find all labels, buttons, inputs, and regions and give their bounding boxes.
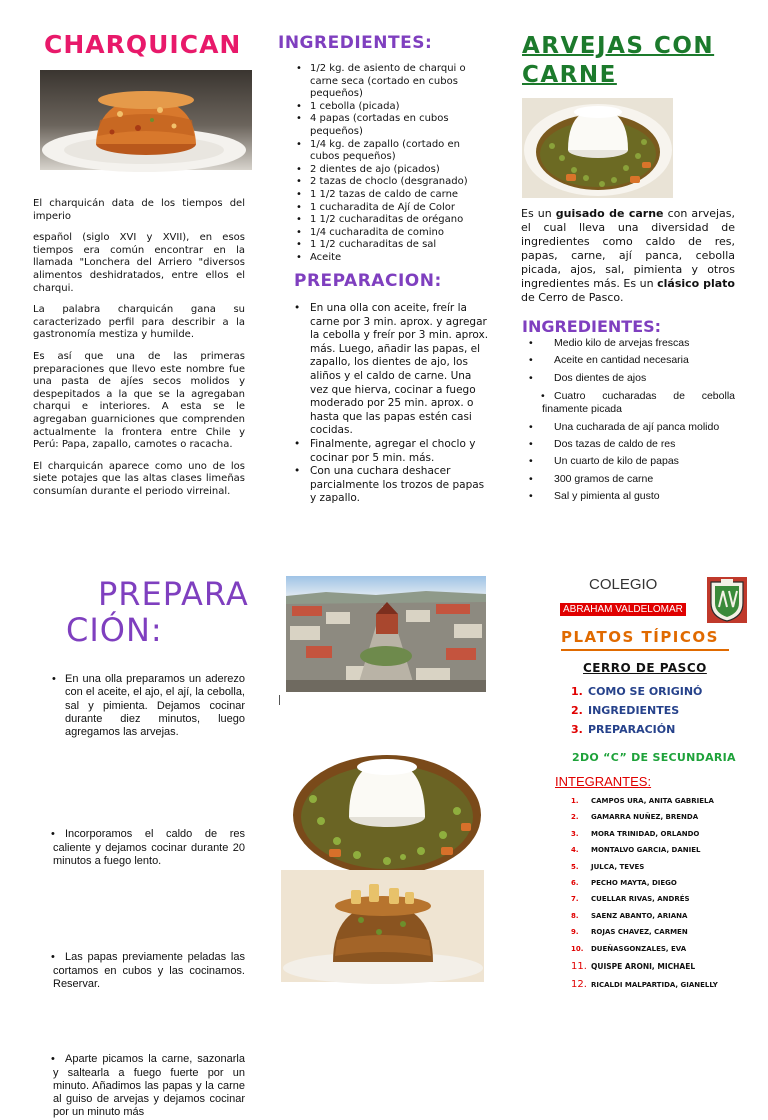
list-item: • 2 dientes de ajo (picados) [296, 164, 478, 177]
member-number: 8. [571, 911, 579, 920]
list-item [571, 830, 718, 846]
member-number: 9. [571, 928, 579, 937]
preparacion-step-2 [53, 828, 245, 868]
bullet: • [51, 951, 55, 964]
arvejas-title-line-1: ARVEJAS CON [522, 33, 715, 59]
preparacion-heading-line-1: PREPARA [98, 575, 249, 613]
city-photo [286, 576, 486, 692]
list-item: • Aceite [296, 252, 478, 265]
list-item: • Dos tazas de caldo de res [522, 436, 735, 453]
arvejas-photo-2 [291, 751, 484, 875]
charquican-ingredients-heading: INGREDIENTES: [278, 33, 433, 53]
member-number: 6. [571, 878, 579, 887]
member-name: RICALDI MALPARTIDA, GIANELLY [591, 980, 718, 989]
list-item [571, 879, 718, 895]
list-item [571, 846, 718, 862]
list-item: • 4 papas (cortadas en cubos pequeños) [296, 113, 478, 138]
member-number: 10. [571, 944, 584, 953]
member-name: JULCA, TEVES [591, 862, 645, 871]
toc-item [571, 685, 702, 698]
toc-label: COMO SE ORIGINÓ [588, 685, 703, 698]
intro-text: de Cerro de Pasco. [521, 291, 624, 304]
preparacion-step-4 [53, 1053, 245, 1119]
list-item: • 2 tazas de choclo (desgranado) [296, 176, 478, 189]
member-name: MONTALVO GARCIA, DANIEL [591, 846, 701, 855]
charquican-photo [40, 70, 252, 170]
intro-text: con arvejas, el cual lleva una diversidad de ingredientes como caldo de res, papas, carne, ají panca, cebolla picada, ajos, sal, pimienta y otros ingredientes más. Es un [521, 207, 736, 290]
toc-number: 2. [571, 704, 583, 717]
list-item: • Dos dientes de ajos [522, 370, 735, 387]
member-name: GAMARRA NUÑEZ, BRENDA [591, 813, 699, 822]
list-item: • 1 1/2 tazas de caldo de carne [296, 189, 478, 202]
charquican-photo-2 [281, 870, 484, 982]
list-item [571, 863, 718, 879]
step-text: Las papas previamente peladas las cortamos en cubos y las cocinamos. Reservar. [53, 951, 245, 990]
charquican-title: CHARQUICAN [44, 30, 242, 59]
table-of-contents [571, 685, 702, 736]
list-item: • Una cucharada de ají panca molido [522, 419, 735, 436]
school-name: ABRAHAM VALDELOMAR [560, 603, 686, 616]
step-text: Incorporamos el caldo de res caliente y dejamos cocinar durante 20 minutos a fuego lento. [53, 828, 245, 868]
toc-number: 3. [571, 723, 583, 736]
integrantes-heading: INTEGRANTES: [555, 774, 652, 789]
step-text: En una olla preparamos un aderezo con el aceite, el ajo, el ají, la cebolla, sal y pimienta. Dejamos cocinar durante diez minutos, luego agregamos las arvejas. [65, 673, 245, 739]
list-item: • 1 1/2 cucharaditas de sal [296, 239, 478, 252]
member-number: 3. [571, 829, 579, 838]
members-list [571, 797, 718, 997]
bullet: • [51, 1053, 55, 1066]
preparacion-heading-line-2: CIÓN: [66, 611, 163, 649]
list-item [571, 945, 718, 961]
toc-number: 1. [571, 685, 583, 698]
divider-mark [279, 695, 280, 705]
list-item: • 1/2 kg. de asiento de charqui o carne seca (cortado en cubos pequeños) [296, 63, 478, 101]
arvejas-intro [521, 207, 735, 305]
arvejas-ingredients-heading: INGREDIENTES: [522, 317, 662, 336]
list-item [571, 979, 718, 997]
platos-underline [561, 649, 729, 651]
list-item: • Sal y pimienta al gusto [522, 488, 735, 505]
step-text: Aparte picamos la carne, sazonarla y saltearla a fuego fuerte por un minuto. Añadimos las papas y la carne al guiso de arvejas y dejamos cocinar por un minuto más [53, 1053, 245, 1119]
toc-item [571, 723, 702, 736]
charquican-preparation-list [292, 302, 490, 506]
charquican-ingredients-list [296, 63, 478, 265]
list-item: • Medio kilo de arvejas frescas [522, 335, 735, 352]
member-name: ROJAS CHAVEZ, CARMEN [591, 928, 688, 937]
list-item [571, 797, 718, 813]
charquican-paragraph-3: La palabra charquicán gana su caracterizado perfil para describir a la gastronomía mestiza y humilde. [33, 304, 245, 341]
list-item: • Cuatro cucharadas de cebolla finamente picada [522, 390, 735, 416]
member-number: 1. [571, 797, 579, 805]
charquican-paragraph-1: El charquicán data de los tiempos del imperio [33, 198, 245, 222]
member-number: 7. [571, 895, 579, 904]
member-name: QUISPE ARONI, MICHAEL [591, 961, 696, 971]
list-item [571, 961, 718, 979]
charquican-preparation-heading: PREPARACION: [294, 271, 442, 291]
charquican-paragraph-2: español (siglo XVI y XVII), en esos tiempos era común encontrar en la llamada "Lonchera del Arriero "diversos alimentos deshidratados, entre ellos el charqui. [33, 232, 245, 294]
platos-tipicos-title: PLATOS TÍPICOS [561, 628, 719, 646]
list-item [571, 813, 718, 829]
bullet: • [52, 673, 56, 685]
charquican-text [33, 198, 245, 498]
toc-item [571, 704, 702, 717]
arvejas-title [522, 32, 714, 90]
preparacion-step-1 [52, 673, 245, 739]
list-item [571, 928, 718, 944]
list-item [571, 895, 718, 911]
arvejas-ingredients-list [522, 335, 735, 505]
list-item: • Con una cuchara deshacer parcialmente los trozos de papas y zapallo. [292, 465, 490, 506]
list-item: • 1 1/2 cucharaditas de orégano [296, 214, 478, 227]
member-name: CUELLAR RIVAS, ANDRÉS [591, 895, 690, 904]
bullet: • [51, 828, 55, 841]
member-name: MORA TRINIDAD, ORLANDO [591, 829, 700, 838]
member-name: SAENZ ABANTO, ARIANA [591, 911, 688, 920]
member-number: 5. [571, 862, 579, 871]
member-number: 2. [571, 813, 579, 822]
preparacion-heading [66, 576, 249, 648]
charquican-paragraph-4: Es así que una de las primeras preparaciones que llevo este nombre fue una pasta de ajíes secos molidos y despepitados a la que se la agregaban charqui e interiores. A esta se le agregaban guarniciones que comprenden actualmente la frontera entre Chile y Perú: Papa, zapallo, camotes o racacha. [33, 350, 245, 451]
toc-label: INGREDIENTES [588, 704, 680, 717]
member-name: PECHO MAYTA, DIEGO [591, 878, 677, 887]
arvejas-title-line-2: CARNE [522, 62, 617, 88]
preparacion-step-3 [53, 951, 245, 991]
list-item [571, 912, 718, 928]
list-item: • Un cuarto de kilo de papas [522, 453, 735, 470]
member-name: CAMPOS URA, ANITA GABRIELA [591, 797, 714, 805]
member-name: DUEÑASGONZALES, EVA [591, 944, 687, 953]
toc-label: PREPARACIÓN [588, 723, 676, 736]
list-item: • Finalmente, agregar el choclo y cocinar por 5 min. más. [292, 438, 490, 465]
member-number: 11. [571, 960, 587, 972]
grado-label: 2DO “C” DE SECUNDARIA [572, 751, 736, 764]
list-item: • 1/4 cucharadita de comino [296, 227, 478, 240]
cerro-de-pasco-title: CERRO DE PASCO [583, 661, 707, 675]
school-crest-logo [707, 577, 747, 623]
intro-bold: guisado de carne [555, 207, 664, 220]
arvejas-photo [522, 98, 673, 198]
list-item: • En una olla con aceite, freír la carne por 3 min. aprox. y agregar la cebolla y freír por 3 min. aprox. más. Luego, añadir las papas, el zapallo, los dientes de ajo, los aliños y el caldo de carne. Una vez que hierva, cocinar a fuego moderado por 25 min. aprox. o hasta que las papas estén casi cocidas. [292, 302, 490, 438]
intro-bold: clásico plato [657, 277, 735, 290]
list-item: • 1/4 kg. de zapallo (cortado en cubos pequeños) [296, 139, 478, 164]
intro-text: Es un [521, 207, 556, 220]
charquican-paragraph-5: El charquicán aparece como uno de los siete potajes que las altas clases limeñas consumían durante el periodo virreinal. [33, 460, 245, 497]
list-item: • 1 cucharadita de Ají de Color [296, 202, 478, 215]
list-item: • Aceite en cantidad necesaria [522, 352, 735, 369]
colegio-label: COLEGIO [589, 576, 658, 593]
list-item: • 300 gramos de carne [522, 471, 735, 488]
member-number: 12. [571, 978, 587, 990]
member-number: 4. [571, 846, 579, 855]
list-item: • 1 cebolla (picada) [296, 101, 478, 114]
